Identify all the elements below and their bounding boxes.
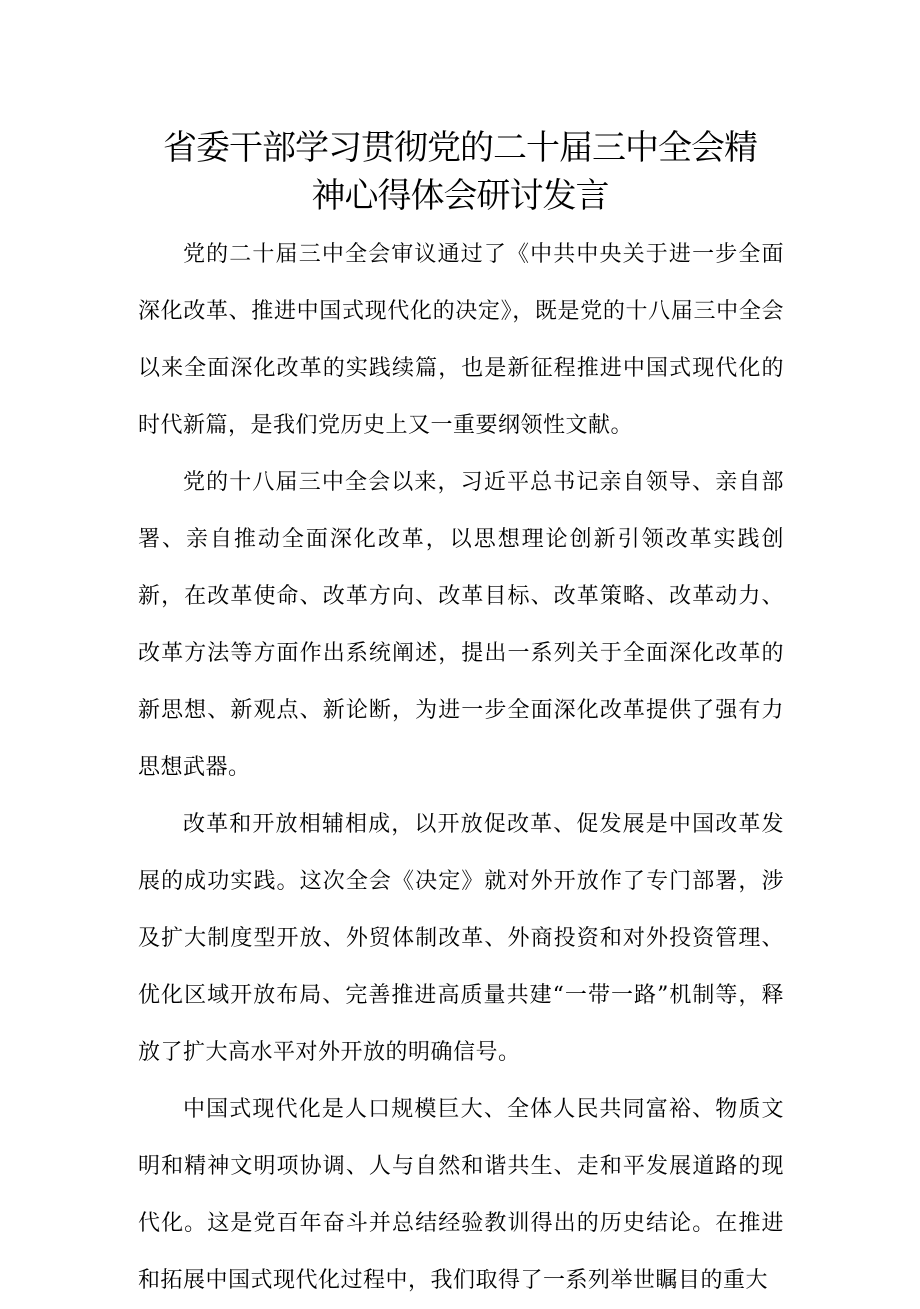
document-body — [138, 226, 784, 1309]
document-title — [120, 124, 800, 220]
title-line-1: 省委干部学习贯彻党的二十届三中全会精 — [163, 128, 757, 168]
paragraph-3: 改革和开放相辅相成，以开放促改革、促发展是中国改革发展的成功实践。这次全会《决定》就对外开放作了专门部署，涉及扩大制度型开放、外贸体制改革、外商投资和对外投资管理、优化区域开放布局、完善推进高质量共建“一带一路”机制等，释放了扩大高水平对外开放的明确信号。 — [138, 812, 784, 1065]
title-line-2: 神心得体会研讨发言 — [311, 176, 609, 216]
paragraph-4: 中国式现代化是人口规模巨大、全体人民共同富裕、物质文明和精神文明项协调、人与自然和谐共生、走和平发展道路的现代化。这是党百年奋斗并总结经验教训得出的历史结论。在推进和拓展中国式现代化过程中，我们取得了一系列举世瞩目的重大 — [138, 1097, 784, 1293]
paragraph-1: 党的二十届三中全会审议通过了《中共中央关于进一步全面深化改革、推进中国式现代化的决定》，既是党的十八届三中全会以来全面深化改革的实践续篇，也是新征程推进中国式现代化的时代新篇，是我们党历史上又一重要纲领性文献。 — [138, 242, 784, 438]
paragraph-2: 党的十八届三中全会以来，习近平总书记亲自领导、亲自部署、亲自推动全面深化改革，以思想理论创新引领改革实践创新，在改革使命、改革方向、改革目标、改革策略、改革动力、改革方法等方面作出系统阐述，提出一系列关于全面深化改革的新思想、新观点、新论断，为进一步全面深化改革提供了强有力思想武器。 — [138, 470, 784, 780]
